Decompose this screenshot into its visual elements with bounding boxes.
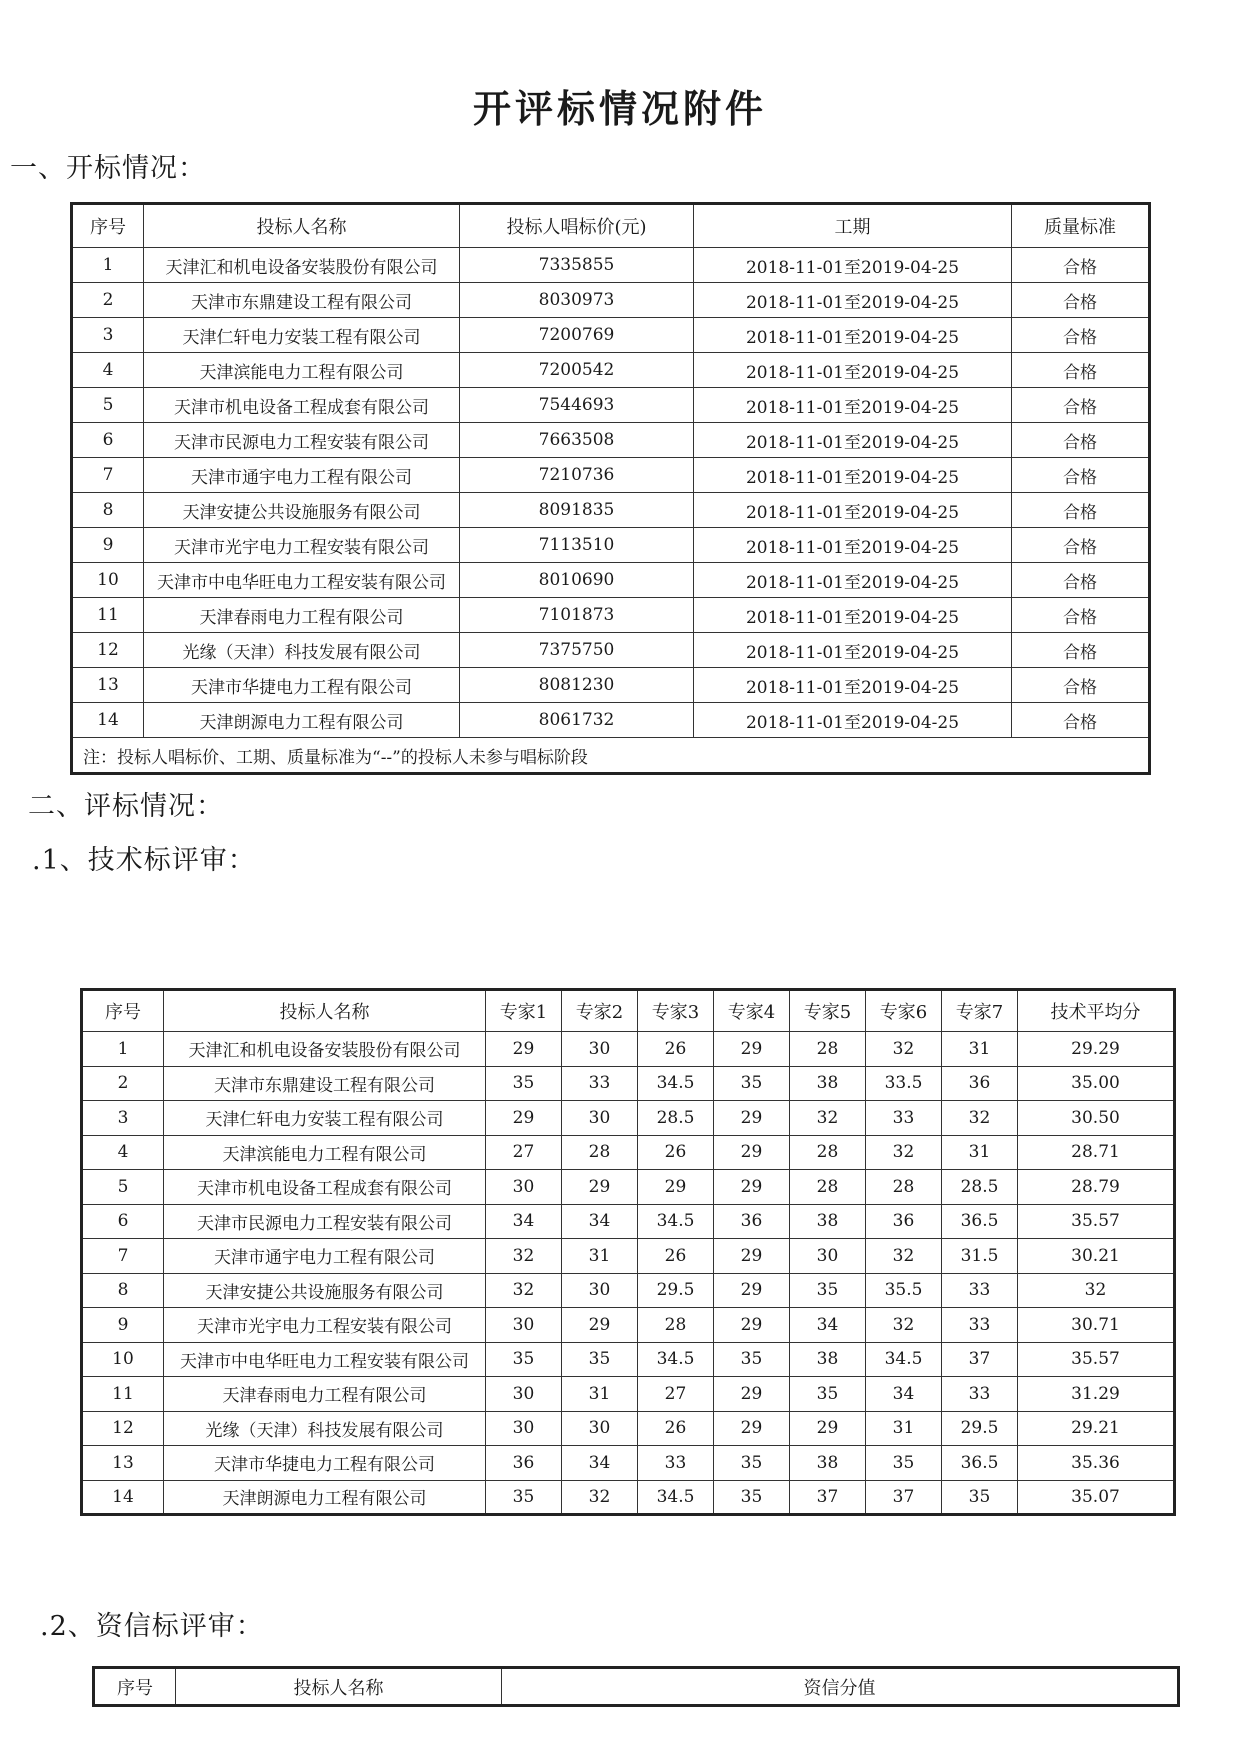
table-cell: 31.29 — [1018, 1377, 1175, 1412]
table-header-row — [94, 1668, 1179, 1706]
table-cell: 33 — [942, 1273, 1018, 1308]
table-cell: 29 — [714, 1377, 790, 1412]
table-cell: 30 — [562, 1411, 638, 1446]
table-row — [72, 493, 1150, 528]
row-index-cell: 6 — [72, 423, 144, 458]
table-cell: 8081230 — [460, 668, 694, 703]
table-cell: 30.71 — [1018, 1308, 1175, 1343]
row-index-cell: 3 — [82, 1101, 164, 1136]
table-cell: 32 — [1018, 1273, 1175, 1308]
table-cell: 35.5 — [866, 1273, 942, 1308]
column-header: 专家6 — [866, 990, 942, 1032]
bidder-name-cell: 天津朗源电力工程有限公司 — [164, 1480, 486, 1515]
table-cell: 8061732 — [460, 703, 694, 738]
bidder-name-cell: 天津春雨电力工程有限公司 — [144, 598, 460, 633]
table-cell: 33 — [942, 1377, 1018, 1412]
table-cell: 28.79 — [1018, 1170, 1175, 1205]
table-cell: 35 — [790, 1377, 866, 1412]
table-row — [82, 1308, 1175, 1343]
table-cell: 合格 — [1012, 493, 1150, 528]
table-cell: 34 — [562, 1446, 638, 1481]
row-index-cell: 13 — [82, 1446, 164, 1481]
bidder-name-cell: 天津滨能电力工程有限公司 — [144, 353, 460, 388]
table-cell: 28.5 — [638, 1101, 714, 1136]
table-cell: 2018-11-01至2019-04-25 — [694, 248, 1012, 283]
table-cell: 32 — [866, 1239, 942, 1274]
table-row — [72, 318, 1150, 353]
table-cell: 33 — [942, 1308, 1018, 1343]
row-index-cell: 4 — [72, 353, 144, 388]
table-row — [82, 1446, 1175, 1481]
table-cell: 34 — [866, 1377, 942, 1412]
table-header-row — [72, 204, 1150, 248]
bidder-name-cell: 天津汇和机电设备安装股份有限公司 — [164, 1032, 486, 1067]
technical-review-table — [80, 988, 1176, 1516]
table-row — [82, 1239, 1175, 1274]
table-cell: 合格 — [1012, 668, 1150, 703]
table-cell: 28 — [562, 1135, 638, 1170]
table-row — [82, 1066, 1175, 1101]
table-cell: 合格 — [1012, 528, 1150, 563]
table-cell: 32 — [562, 1480, 638, 1515]
column-header: 投标人名称 — [164, 990, 486, 1032]
table-cell: 2018-11-01至2019-04-25 — [694, 668, 1012, 703]
table-row — [82, 1273, 1175, 1308]
column-header: 专家7 — [942, 990, 1018, 1032]
table-cell: 30 — [562, 1101, 638, 1136]
bidder-name-cell: 天津春雨电力工程有限公司 — [164, 1377, 486, 1412]
bidder-name-cell: 光缘（天津）科技发展有限公司 — [144, 633, 460, 668]
table-cell: 34.5 — [638, 1066, 714, 1101]
table-cell: 30.50 — [1018, 1101, 1175, 1136]
table-row — [72, 423, 1150, 458]
table-cell: 26 — [638, 1239, 714, 1274]
table-cell: 38 — [790, 1066, 866, 1101]
table-cell: 29 — [714, 1135, 790, 1170]
row-index-cell: 10 — [72, 563, 144, 598]
table-cell: 32 — [942, 1101, 1018, 1136]
table-cell: 35 — [486, 1066, 562, 1101]
row-index-cell: 8 — [82, 1273, 164, 1308]
column-header: 序号 — [94, 1668, 176, 1706]
table-cell: 35 — [714, 1480, 790, 1515]
row-index-cell: 1 — [82, 1032, 164, 1067]
row-index-cell: 13 — [72, 668, 144, 703]
table-cell: 29 — [714, 1411, 790, 1446]
table-cell: 38 — [790, 1342, 866, 1377]
table-cell: 36 — [486, 1446, 562, 1481]
table-cell: 28 — [638, 1308, 714, 1343]
table-cell: 合格 — [1012, 248, 1150, 283]
table-cell: 29 — [714, 1239, 790, 1274]
table-cell: 35 — [714, 1066, 790, 1101]
table-cell: 31 — [562, 1377, 638, 1412]
column-header: 专家1 — [486, 990, 562, 1032]
bidder-name-cell: 天津市机电设备工程成套有限公司 — [164, 1170, 486, 1205]
row-index-cell: 2 — [72, 283, 144, 318]
table-row — [82, 1101, 1175, 1136]
table-cell: 8010690 — [460, 563, 694, 598]
table-cell: 2018-11-01至2019-04-25 — [694, 528, 1012, 563]
table-cell: 35 — [486, 1480, 562, 1515]
table-cell: 30 — [486, 1411, 562, 1446]
table-row — [72, 353, 1150, 388]
table-cell: 29 — [714, 1273, 790, 1308]
bidder-name-cell: 天津市通宇电力工程有限公司 — [164, 1239, 486, 1274]
table-cell: 28 — [866, 1170, 942, 1205]
table-cell: 29.29 — [1018, 1032, 1175, 1067]
table-cell: 35 — [486, 1342, 562, 1377]
section-technical-review-heading: .1、技术标评审： — [32, 845, 256, 876]
table-cell: 31.5 — [942, 1239, 1018, 1274]
bidder-name-cell: 天津市东鼎建设工程有限公司 — [144, 283, 460, 318]
table-cell: 30 — [790, 1239, 866, 1274]
table-cell: 2018-11-01至2019-04-25 — [694, 353, 1012, 388]
table-cell: 33.5 — [866, 1066, 942, 1101]
bidder-name-cell: 天津滨能电力工程有限公司 — [164, 1135, 486, 1170]
column-header: 投标人名称 — [176, 1668, 502, 1706]
bidder-name-cell: 天津市光宇电力工程安装有限公司 — [164, 1308, 486, 1343]
table-row — [72, 703, 1150, 738]
table-cell: 33 — [866, 1101, 942, 1136]
table-cell: 32 — [790, 1101, 866, 1136]
table-cell: 30 — [486, 1308, 562, 1343]
column-header: 投标人唱标价(元) — [460, 204, 694, 248]
row-index-cell: 9 — [82, 1308, 164, 1343]
row-index-cell: 10 — [82, 1342, 164, 1377]
table-row — [82, 1377, 1175, 1412]
table-cell: 28.5 — [942, 1170, 1018, 1205]
bidder-name-cell: 天津朗源电力工程有限公司 — [144, 703, 460, 738]
table-row — [72, 598, 1150, 633]
row-index-cell: 1 — [72, 248, 144, 283]
table-cell: 36.5 — [942, 1446, 1018, 1481]
bidder-name-cell: 天津仁轩电力安装工程有限公司 — [144, 318, 460, 353]
table-cell: 8030973 — [460, 283, 694, 318]
table-row — [72, 283, 1150, 318]
bidder-name-cell: 天津市民源电力工程安装有限公司 — [144, 423, 460, 458]
table-cell: 32 — [866, 1032, 942, 1067]
bidder-name-cell: 天津市华捷电力工程有限公司 — [164, 1446, 486, 1481]
table-cell: 34.5 — [638, 1480, 714, 1515]
table-cell: 30 — [486, 1170, 562, 1205]
row-index-cell: 5 — [82, 1170, 164, 1205]
table-cell: 合格 — [1012, 458, 1150, 493]
table-cell: 29.21 — [1018, 1411, 1175, 1446]
row-index-cell: 12 — [72, 633, 144, 668]
table-cell: 34 — [562, 1204, 638, 1239]
table-cell: 2018-11-01至2019-04-25 — [694, 283, 1012, 318]
credit-review-table — [92, 1666, 1180, 1707]
section-bid-opening-heading: 一、开标情况： — [10, 153, 206, 184]
table-cell: 33 — [638, 1446, 714, 1481]
row-index-cell: 4 — [82, 1135, 164, 1170]
table-cell: 35.07 — [1018, 1480, 1175, 1515]
table-cell: 合格 — [1012, 318, 1150, 353]
table-cell: 27 — [486, 1135, 562, 1170]
table-cell: 31 — [942, 1032, 1018, 1067]
table-note-row — [72, 738, 1150, 774]
row-index-cell: 2 — [82, 1066, 164, 1101]
table-cell: 合格 — [1012, 423, 1150, 458]
table-cell: 32 — [866, 1308, 942, 1343]
table-cell: 33 — [562, 1066, 638, 1101]
table-cell: 2018-11-01至2019-04-25 — [694, 703, 1012, 738]
column-header: 序号 — [82, 990, 164, 1032]
table-cell: 29 — [714, 1170, 790, 1205]
table-cell: 28 — [790, 1032, 866, 1067]
column-header: 工期 — [694, 204, 1012, 248]
table-cell: 2018-11-01至2019-04-25 — [694, 318, 1012, 353]
table-cell: 2018-11-01至2019-04-25 — [694, 388, 1012, 423]
table-row — [72, 458, 1150, 493]
table-cell: 7335855 — [460, 248, 694, 283]
table-cell: 合格 — [1012, 563, 1150, 598]
table-cell: 7200769 — [460, 318, 694, 353]
table-cell: 合格 — [1012, 283, 1150, 318]
bidder-name-cell: 天津安捷公共设施服务有限公司 — [144, 493, 460, 528]
row-index-cell: 8 — [72, 493, 144, 528]
table-cell: 28.71 — [1018, 1135, 1175, 1170]
table-cell: 35.00 — [1018, 1066, 1175, 1101]
table-cell: 7113510 — [460, 528, 694, 563]
bidder-name-cell: 天津安捷公共设施服务有限公司 — [164, 1273, 486, 1308]
row-index-cell: 7 — [72, 458, 144, 493]
table-cell: 28 — [790, 1170, 866, 1205]
table-cell: 29.5 — [942, 1411, 1018, 1446]
table-cell: 合格 — [1012, 388, 1150, 423]
table-cell: 30 — [562, 1032, 638, 1067]
table-cell: 29 — [486, 1101, 562, 1136]
table-cell: 合格 — [1012, 598, 1150, 633]
bidder-name-cell: 天津市光宇电力工程安装有限公司 — [144, 528, 460, 563]
table-cell: 35 — [714, 1342, 790, 1377]
table-header-row — [82, 990, 1175, 1032]
table-cell: 合格 — [1012, 353, 1150, 388]
row-index-cell: 14 — [82, 1480, 164, 1515]
table-row — [72, 248, 1150, 283]
column-header: 技术平均分 — [1018, 990, 1175, 1032]
table-cell: 28 — [790, 1135, 866, 1170]
table-cell: 2018-11-01至2019-04-25 — [694, 563, 1012, 598]
table-cell: 29 — [790, 1411, 866, 1446]
row-index-cell: 9 — [72, 528, 144, 563]
table-cell: 2018-11-01至2019-04-25 — [694, 423, 1012, 458]
table-cell: 27 — [638, 1377, 714, 1412]
row-index-cell: 12 — [82, 1411, 164, 1446]
table-row — [82, 1411, 1175, 1446]
table-row — [82, 1135, 1175, 1170]
table-cell: 29 — [714, 1032, 790, 1067]
column-header: 资信分值 — [502, 1668, 1179, 1706]
table-cell: 31 — [942, 1135, 1018, 1170]
column-header: 专家4 — [714, 990, 790, 1032]
table-cell: 2018-11-01至2019-04-25 — [694, 598, 1012, 633]
table-row — [72, 668, 1150, 703]
table-cell: 34.5 — [638, 1204, 714, 1239]
table-cell: 31 — [562, 1239, 638, 1274]
table-cell: 29 — [562, 1308, 638, 1343]
table-row — [82, 1204, 1175, 1239]
table-cell: 34 — [486, 1204, 562, 1239]
bidder-name-cell: 天津仁轩电力安装工程有限公司 — [164, 1101, 486, 1136]
table-cell: 35 — [942, 1480, 1018, 1515]
column-header: 投标人名称 — [144, 204, 460, 248]
table-cell: 7375750 — [460, 633, 694, 668]
bidder-name-cell: 光缘（天津）科技发展有限公司 — [164, 1411, 486, 1446]
table-cell: 7544693 — [460, 388, 694, 423]
table-row — [72, 563, 1150, 598]
table-cell: 35 — [562, 1342, 638, 1377]
table-cell: 7210736 — [460, 458, 694, 493]
table-cell: 2018-11-01至2019-04-25 — [694, 458, 1012, 493]
row-index-cell: 3 — [72, 318, 144, 353]
column-header: 专家5 — [790, 990, 866, 1032]
table-cell: 36.5 — [942, 1204, 1018, 1239]
table-cell: 29.5 — [638, 1273, 714, 1308]
table-cell: 34.5 — [638, 1342, 714, 1377]
table-row — [72, 528, 1150, 563]
table-row — [82, 1170, 1175, 1205]
column-header: 质量标准 — [1012, 204, 1150, 248]
table-cell: 7663508 — [460, 423, 694, 458]
row-index-cell: 11 — [72, 598, 144, 633]
table-row — [72, 388, 1150, 423]
bidder-name-cell: 天津市通宇电力工程有限公司 — [144, 458, 460, 493]
table-cell: 35 — [866, 1446, 942, 1481]
table-cell: 36 — [866, 1204, 942, 1239]
table-cell: 合格 — [1012, 703, 1150, 738]
table-cell: 37 — [942, 1342, 1018, 1377]
table-cell: 7200542 — [460, 353, 694, 388]
table-row — [82, 1480, 1175, 1515]
table-cell: 32 — [486, 1273, 562, 1308]
table-cell: 29 — [714, 1308, 790, 1343]
bidder-name-cell: 天津市机电设备工程成套有限公司 — [144, 388, 460, 423]
table-cell: 38 — [790, 1204, 866, 1239]
column-header: 序号 — [72, 204, 144, 248]
table-cell: 26 — [638, 1032, 714, 1067]
table-row — [82, 1342, 1175, 1377]
table-cell: 29 — [638, 1170, 714, 1205]
bidder-name-cell: 天津市中电华旺电力工程安装有限公司 — [144, 563, 460, 598]
section-credit-review-heading: .2、资信标评审： — [40, 1611, 264, 1642]
table-cell: 37 — [790, 1480, 866, 1515]
table-cell: 36 — [942, 1066, 1018, 1101]
column-header: 专家2 — [562, 990, 638, 1032]
bid-opening-table — [70, 202, 1151, 775]
table-cell: 30.21 — [1018, 1239, 1175, 1274]
row-index-cell: 5 — [72, 388, 144, 423]
table-cell: 35 — [714, 1446, 790, 1481]
bidder-name-cell: 天津市民源电力工程安装有限公司 — [164, 1204, 486, 1239]
table-cell: 2018-11-01至2019-04-25 — [694, 493, 1012, 528]
table-cell: 34.5 — [866, 1342, 942, 1377]
table-cell: 2018-11-01至2019-04-25 — [694, 633, 1012, 668]
table-cell: 30 — [486, 1377, 562, 1412]
table-cell: 37 — [866, 1480, 942, 1515]
bidder-name-cell: 天津市中电华旺电力工程安装有限公司 — [164, 1342, 486, 1377]
row-index-cell: 11 — [82, 1377, 164, 1412]
table-cell: 29 — [562, 1170, 638, 1205]
table-cell: 8091835 — [460, 493, 694, 528]
row-index-cell: 7 — [82, 1239, 164, 1274]
table-row — [82, 1032, 1175, 1067]
table-row — [72, 633, 1150, 668]
table-cell: 36 — [714, 1204, 790, 1239]
table-cell: 29 — [714, 1101, 790, 1136]
table-cell: 32 — [866, 1135, 942, 1170]
table-cell: 29 — [486, 1032, 562, 1067]
table-cell: 35.57 — [1018, 1204, 1175, 1239]
table-cell: 34 — [790, 1308, 866, 1343]
column-header: 专家3 — [638, 990, 714, 1032]
table-cell: 32 — [486, 1239, 562, 1274]
table-cell: 26 — [638, 1411, 714, 1446]
table-cell: 30 — [562, 1273, 638, 1308]
section-evaluation-heading: 二、评标情况： — [28, 791, 224, 822]
table-cell: 35.36 — [1018, 1446, 1175, 1481]
table-cell: 35.57 — [1018, 1342, 1175, 1377]
bidder-name-cell: 天津市东鼎建设工程有限公司 — [164, 1066, 486, 1101]
table-cell: 38 — [790, 1446, 866, 1481]
table-cell: 35 — [790, 1273, 866, 1308]
table-cell: 31 — [866, 1411, 942, 1446]
table-note: 注：投标人唱标价、工期、质量标准为“--”的投标人未参与唱标阶段 — [72, 738, 1150, 774]
row-index-cell: 6 — [82, 1204, 164, 1239]
table-cell: 26 — [638, 1135, 714, 1170]
page-title: 开评标情况附件 — [472, 86, 767, 131]
row-index-cell: 14 — [72, 703, 144, 738]
bidder-name-cell: 天津市华捷电力工程有限公司 — [144, 668, 460, 703]
table-cell: 合格 — [1012, 633, 1150, 668]
table-cell: 7101873 — [460, 598, 694, 633]
bidder-name-cell: 天津汇和机电设备安装股份有限公司 — [144, 248, 460, 283]
